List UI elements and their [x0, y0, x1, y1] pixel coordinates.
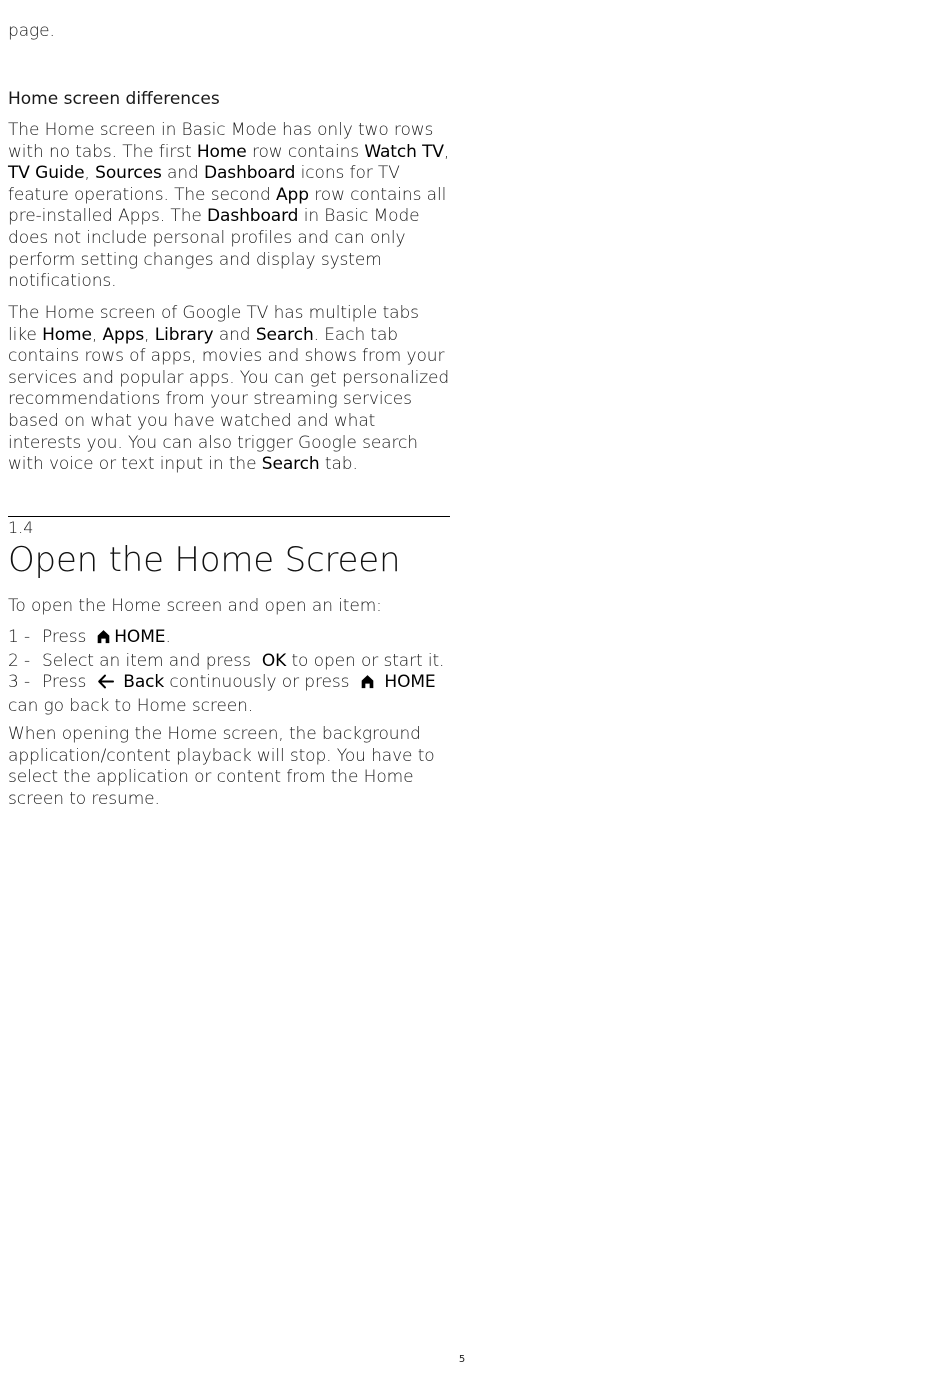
- section-intro: To open the Home screen and open an item:: [8, 596, 382, 616]
- term-home: Home: [196, 141, 247, 162]
- text-run: and: [213, 324, 256, 345]
- term-sources: Sources: [95, 163, 162, 184]
- section-number: 1.4: [8, 518, 34, 537]
- paragraph-basic-mode: [8, 120, 450, 293]
- text-run: Select an item and press: [42, 650, 251, 671]
- home-icon: [360, 674, 375, 696]
- text-run: in Basic Mode does not include personal profiles and can only perform setting changes and display system notifications.: [8, 206, 420, 292]
- term-search: Search: [261, 454, 320, 475]
- term-tv-guide: TV Guide: [8, 163, 85, 184]
- text-run: Press: [42, 627, 87, 647]
- text-run: continuously or press: [164, 672, 350, 693]
- term-dashboard: Dashboard: [207, 206, 299, 227]
- text-run: row contains: [246, 141, 365, 162]
- text-run: Press: [42, 672, 87, 693]
- steps-list: [8, 627, 444, 717]
- step-1: [8, 627, 444, 651]
- text-run: ,: [84, 163, 96, 184]
- paragraph-google-tv: [8, 303, 450, 476]
- continued-text: page.: [8, 21, 55, 41]
- step-3: [8, 672, 444, 717]
- text-run: to open or start it.: [286, 650, 445, 671]
- term-dashboard: Dashboard: [204, 163, 296, 184]
- key-ok: OK: [261, 650, 287, 671]
- term-library: Library: [154, 324, 214, 345]
- text-run: row contains all pre-installed Apps. The: [8, 184, 447, 227]
- text-run: ,: [91, 324, 103, 345]
- paragraph-resume: When opening the Home screen, the background application/content playback will stop. You have to select the application or content from the Home screen to resume.: [8, 724, 435, 809]
- term-app: App: [276, 184, 309, 205]
- section-title: Open the Home Screen: [8, 540, 401, 580]
- key-home: HOME: [384, 672, 436, 693]
- text-run: icons for TV feature operations. The second: [8, 163, 400, 205]
- term-home: Home: [42, 324, 92, 345]
- subsection-title: Home screen differences: [8, 89, 220, 109]
- home-icon: [96, 629, 111, 651]
- text-run: ,: [443, 141, 450, 162]
- text-run: The Home screen of Google TV has multiple tabs like: [8, 303, 419, 345]
- text-run: can go back to Home screen.: [8, 695, 254, 716]
- text-run: The Home screen in Basic Mode has only two rows with no tabs. The first: [8, 120, 434, 162]
- step-number: 3 -: [8, 672, 31, 693]
- step-number: 1 -: [8, 627, 31, 647]
- section-divider: [8, 516, 450, 517]
- key-home: HOME: [114, 627, 166, 647]
- back-arrow-icon: [97, 674, 114, 696]
- text-run: and: [161, 163, 204, 184]
- step-number: 2 -: [8, 650, 31, 671]
- key-back: Back: [123, 672, 165, 693]
- text-run: . Each tab contains rows of apps, movies and shows from your services and popular apps. You can get personalized recommendations from your streaming services based on what you have watched and what interests you. You can also trigger Google search with voice or text input in the: [8, 324, 450, 475]
- text-run: ,: [144, 324, 155, 345]
- page-number: 5: [458, 1354, 466, 1365]
- term-apps: Apps: [102, 324, 145, 345]
- term-watch-tv: Watch TV: [364, 141, 444, 162]
- term-search: Search: [255, 324, 314, 345]
- text-run: .: [165, 627, 171, 647]
- text-run: tab.: [319, 454, 358, 475]
- step-2: [8, 651, 444, 673]
